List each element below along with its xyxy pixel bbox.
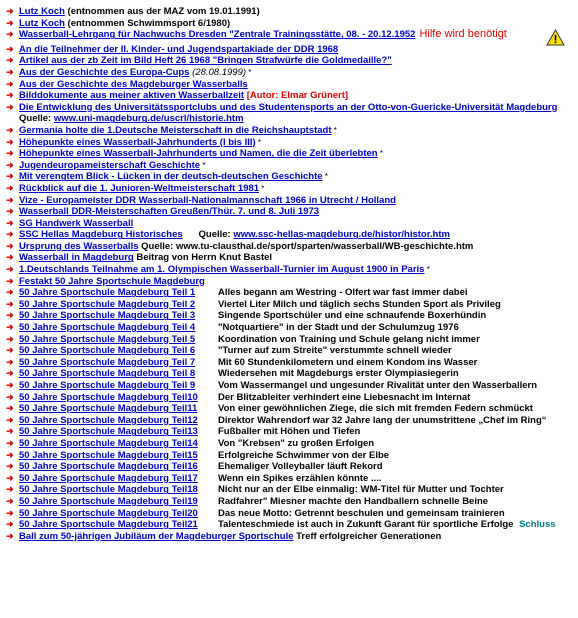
article-description: Radfahrer" Miesner machte den Handballern schnelle Beine bbox=[218, 495, 489, 507]
article-link[interactable]: SG Handwerk Wasserball bbox=[19, 217, 134, 229]
arrow-right-icon: ➜ bbox=[6, 414, 14, 425]
article-link[interactable]: Wasserball-Lehrgang für Nachwuchs Dresden "Zentrale Trainingsstätte, 08. - 20.12.1952 bbox=[19, 29, 416, 41]
arrow-right-icon: ➜ bbox=[6, 217, 14, 228]
sportschule-link[interactable]: 50 Jahre Sportschule Magdeburg Teil20 bbox=[19, 507, 198, 519]
article-link[interactable]: Höhepunkte eines Wasserball-Jahrhunderts und Namen, die die Zeit überlebten bbox=[19, 148, 378, 160]
arrow-right-icon: ➜ bbox=[6, 6, 14, 16]
article-link[interactable]: Jugendeuropameisterschaft Geschichte bbox=[19, 159, 201, 171]
sportschule-link[interactable]: 50 Jahre Sportschule Magdeburg Teil 1 bbox=[19, 287, 196, 299]
arrow-right-icon: ➜ bbox=[6, 484, 14, 495]
item-note: Beitrag von Herrn Knut Bastel bbox=[133, 252, 273, 264]
article-link[interactable]: Höhepunkte eines Wasserball-Jahrhunderts (I bis III) bbox=[19, 136, 256, 148]
arrow-right-icon: ➜ bbox=[6, 437, 14, 448]
arrow-right-icon: ➜ bbox=[6, 159, 14, 170]
arrow-right-icon: ➜ bbox=[6, 298, 14, 309]
sportschule-item bbox=[6, 380, 578, 392]
arrow-right-icon: ➜ bbox=[6, 66, 14, 77]
arrow-right-icon: ➜ bbox=[6, 206, 14, 217]
footnote-star bbox=[424, 265, 429, 274]
sportschule-item bbox=[6, 345, 578, 357]
article-description: Das neue Motto: Getrennt beschulen und gemeinsam trainieren bbox=[218, 507, 505, 519]
arrow-right-icon: ➜ bbox=[6, 472, 14, 483]
footnote-star bbox=[259, 184, 264, 193]
sportschule-item bbox=[6, 287, 578, 299]
end-note: Schluss bbox=[519, 519, 556, 531]
footnote-mark: * bbox=[261, 183, 265, 193]
list-item bbox=[6, 276, 578, 288]
arrow-right-icon: ➜ bbox=[6, 449, 14, 460]
sportschule-link[interactable]: 50 Jahre Sportschule Magdeburg Teil 7 bbox=[19, 356, 196, 368]
article-description: Viertel Liter Milch und täglich sechs Stunden Sport als Privileg bbox=[218, 298, 501, 310]
arrow-right-icon: ➜ bbox=[6, 252, 14, 263]
list-item bbox=[6, 67, 578, 79]
date-note: (28.08.1999) bbox=[189, 66, 247, 78]
sportschule-link[interactable]: 50 Jahre Sportschule Magdeburg Teil 2 bbox=[19, 298, 196, 310]
sportschule-item bbox=[6, 357, 578, 369]
sportschule-item bbox=[6, 496, 578, 508]
sportschule-item bbox=[6, 392, 578, 404]
sportschule-item bbox=[6, 484, 578, 496]
arrow-right-icon: ➜ bbox=[6, 90, 14, 101]
article-link[interactable]: Aus der Geschichte des Magdeburger Wasserballs bbox=[19, 78, 248, 90]
arrow-right-icon: ➜ bbox=[6, 403, 14, 414]
arrow-right-icon: ➜ bbox=[6, 148, 14, 159]
sportschule-item bbox=[6, 415, 578, 427]
sportschule-link[interactable]: 50 Jahre Sportschule Magdeburg Teil13 bbox=[19, 426, 198, 438]
sportschule-item bbox=[6, 438, 578, 450]
list-item bbox=[6, 148, 578, 160]
arrow-right-icon: ➜ bbox=[6, 426, 14, 437]
sportschule-link[interactable]: 50 Jahre Sportschule Magdeburg Teil17 bbox=[19, 472, 198, 484]
sportschule-link[interactable]: 50 Jahre Sportschule Magdeburg Teil11 bbox=[19, 403, 198, 415]
help-needed-label: Hilfe wird benötigt bbox=[419, 28, 507, 41]
arrow-right-icon: ➜ bbox=[6, 17, 14, 28]
sportschule-link[interactable]: 50 Jahre Sportschule Magdeburg Teil 9 bbox=[19, 380, 196, 391]
footnote-mark: * bbox=[248, 67, 252, 77]
item-note: Treff erfolgreicher Generationen bbox=[293, 530, 442, 542]
article-description: Singende Sportschüler und eine schnaufende Boxerhündin bbox=[218, 310, 487, 322]
article-description: Fußballer mit Höhen und Tiefen bbox=[218, 426, 361, 438]
item-note: Quelle: www.tu-clausthal.de/sport/sparten/wasserball/WB-geschichte.htm bbox=[138, 240, 474, 252]
sportschule-link[interactable]: 50 Jahre Sportschule Magdeburg Teil12 bbox=[19, 414, 198, 426]
list-item bbox=[6, 195, 578, 207]
sportschule-item bbox=[6, 334, 578, 346]
arrow-right-icon: ➜ bbox=[6, 356, 14, 367]
sportschule-link[interactable]: 50 Jahre Sportschule Magdeburg Teil 5 bbox=[19, 333, 196, 345]
list-item bbox=[6, 218, 578, 230]
sportschule-link[interactable]: 50 Jahre Sportschule Magdeburg Teil14 bbox=[19, 437, 198, 449]
arrow-right-icon: ➜ bbox=[6, 194, 14, 205]
sportschule-link[interactable]: 50 Jahre Sportschule Magdeburg Teil15 bbox=[19, 449, 198, 461]
sportschule-link[interactable]: 50 Jahre Sportschule Magdeburg Teil21 bbox=[19, 519, 198, 531]
footnote-star bbox=[200, 161, 205, 170]
article-link[interactable]: Vize - Europameister DDR Wasserball-Nationalmannschaft 1966 in Utrecht / Holland bbox=[19, 194, 396, 206]
list-item bbox=[6, 160, 578, 172]
sportschule-link[interactable]: 50 Jahre Sportschule Magdeburg Teil 4 bbox=[19, 322, 196, 334]
sportschule-item bbox=[6, 368, 578, 380]
article-link[interactable]: Artikel aus der zb Zeit im Bild Heft 26 1968 "Bringen Strafwürfe die Goldmedaille?" bbox=[19, 55, 392, 67]
article-link[interactable]: An die Teilnehmer der II. Kinder- und Jugendspartakiade der DDR 1968 bbox=[19, 43, 339, 55]
article-description: Direktor Wahrendorf war 32 Jahre lang der unumstrittene „Chef im Ring“ bbox=[218, 414, 547, 426]
article-link[interactable]: Lutz Koch bbox=[19, 17, 65, 29]
footnote-mark: * bbox=[333, 125, 337, 135]
article-description: Der Blitzableiter verhindert eine Liebesnacht im Internat bbox=[218, 391, 471, 403]
item-note: (entnommen Schwimmsport 6/1980) bbox=[64, 17, 231, 29]
footnote-mark: * bbox=[379, 149, 383, 159]
list-item bbox=[6, 531, 578, 543]
footnote-star bbox=[246, 68, 251, 77]
list-item bbox=[6, 264, 578, 276]
arrow-right-icon: ➜ bbox=[6, 519, 14, 530]
article-link[interactable]: Bilddokumente aus meiner aktiven Wasserballzeit bbox=[19, 90, 245, 102]
article-link[interactable]: Germania holte die 1.Deutsche Meisterschaft in die Reichshauptstadt bbox=[19, 124, 332, 136]
list-item bbox=[6, 79, 578, 91]
arrow-right-icon: ➜ bbox=[6, 29, 14, 40]
arrow-right-icon: ➜ bbox=[6, 240, 14, 251]
sportschule-link[interactable]: 50 Jahre Sportschule Magdeburg Teil 3 bbox=[19, 310, 196, 322]
article-description: "Turner auf zum Streite" verstummte schnell wieder bbox=[218, 345, 452, 357]
list-item bbox=[6, 206, 578, 218]
list-item bbox=[6, 102, 578, 114]
list-item bbox=[6, 90, 578, 102]
footnote-star bbox=[256, 138, 261, 147]
footnote-star bbox=[332, 126, 337, 135]
arrow-right-icon: ➜ bbox=[6, 264, 14, 275]
arrow-right-icon: ➜ bbox=[6, 171, 14, 182]
source-label: Quelle: bbox=[19, 113, 54, 125]
article-link[interactable]: SSC Hellas Magdeburg Historisches bbox=[19, 229, 183, 241]
article-description: Von "Krebsen" zu großen Erfolgen bbox=[218, 437, 375, 449]
arrow-right-icon: ➜ bbox=[6, 55, 14, 66]
arrow-right-icon: ➜ bbox=[6, 345, 14, 356]
footnote-mark: * bbox=[426, 265, 430, 275]
item-note: (entnommen aus der MAZ vom 19.01.1991) bbox=[64, 6, 260, 17]
footnote-mark: * bbox=[324, 172, 328, 182]
sportschule-item bbox=[6, 519, 578, 531]
arrow-right-icon: ➜ bbox=[6, 322, 14, 333]
arrow-right-icon: ➜ bbox=[6, 78, 14, 89]
sportschule-link[interactable]: 50 Jahre Sportschule Magdeburg Teil19 bbox=[19, 495, 198, 507]
article-description: Vom Wassermangel und ungesunder Rivalität unter den Wasserballern bbox=[218, 380, 538, 391]
article-link[interactable]: Ursprung des Wasserballs bbox=[19, 240, 139, 252]
source-link[interactable]: www.ssc-hellas-magdeburg.de/histor/histor.htm bbox=[233, 229, 450, 241]
arrow-right-icon: ➜ bbox=[6, 136, 14, 147]
arrow-right-icon: ➜ bbox=[6, 530, 14, 541]
article-link[interactable]: Lutz Koch bbox=[19, 6, 65, 17]
sportschule-item bbox=[6, 426, 578, 438]
arrow-right-icon: ➜ bbox=[6, 461, 14, 472]
list-item bbox=[6, 252, 578, 264]
item-note: Quelle: bbox=[182, 229, 234, 241]
article-description: Koordination von Training und Schule gelang nicht immer bbox=[218, 333, 480, 345]
arrow-right-icon: ➜ bbox=[6, 333, 14, 344]
article-description: Wiedersehen mit Magdeburgs erster Olympiasiegerin bbox=[218, 368, 459, 380]
article-description: Wenn ein Spikes erzählen könnte .... bbox=[218, 472, 382, 484]
arrow-right-icon: ➜ bbox=[6, 229, 14, 240]
sportschule-link[interactable]: 50 Jahre Sportschule Magdeburg Teil10 bbox=[19, 391, 198, 403]
list-item bbox=[6, 229, 578, 241]
arrow-right-icon: ➜ bbox=[6, 391, 14, 402]
source-row bbox=[6, 113, 578, 125]
article-link[interactable]: Ball zum 50-jährigen Jubiläum der Magdeburger Sportschule bbox=[19, 530, 294, 542]
sportschule-link[interactable]: 50 Jahre Sportschule Magdeburg Teil18 bbox=[19, 484, 198, 496]
sportschule-link[interactable]: 50 Jahre Sportschule Magdeburg Teil 8 bbox=[19, 368, 196, 380]
arrow-right-icon: ➜ bbox=[6, 124, 14, 135]
article-link[interactable]: Aus der Geschichte des Europa-Cups bbox=[19, 66, 190, 78]
list-item bbox=[6, 29, 578, 41]
list-item bbox=[6, 137, 578, 149]
sportschule-link[interactable]: 50 Jahre Sportschule Magdeburg Teil 6 bbox=[19, 345, 196, 357]
arrow-right-icon: ➜ bbox=[6, 287, 14, 298]
arrow-right-icon: ➜ bbox=[6, 275, 14, 286]
article-description: "Notquartiere" in der Stadt und der Schulumzug 1976 bbox=[218, 322, 459, 334]
article-description: Ehemaliger Volleyballer läuft Rekord bbox=[218, 461, 383, 473]
article-link[interactable]: Mit verengtem Blick - Lücken in der deutsch-deutschen Geschichte bbox=[19, 171, 323, 183]
arrow-right-icon: ➜ bbox=[6, 380, 14, 390]
arrow-right-icon: ➜ bbox=[6, 507, 14, 518]
sportschule-item bbox=[6, 450, 578, 462]
article-link[interactable]: Wasserball in Magdeburg bbox=[19, 252, 134, 264]
footnote-star bbox=[378, 149, 383, 158]
footnote-mark: * bbox=[202, 160, 206, 170]
article-link[interactable]: Rückblick auf die 1. Junioren-Weltmeisterschaft 1981 bbox=[19, 182, 260, 194]
sportschule-item bbox=[6, 299, 578, 311]
arrow-right-icon: ➜ bbox=[6, 495, 14, 506]
sportschule-item bbox=[6, 322, 578, 334]
list-item bbox=[6, 55, 578, 67]
sportschule-item bbox=[6, 403, 578, 415]
arrow-right-icon: ➜ bbox=[6, 101, 14, 112]
article-link[interactable]: Die Entwicklung des Universitätssportclubs und des Studentensports an der Otto-von-Guericke-Universität Magdeburg bbox=[19, 101, 558, 113]
article-description: Talenteschmiede ist auch in Zukunft Garant für sportliche Erfolge Schluss bbox=[218, 519, 556, 531]
article-link[interactable]: Festakt 50 Jahre Sportschule Magdeburg bbox=[19, 275, 205, 287]
arrow-right-icon: ➜ bbox=[6, 368, 14, 379]
article-description: Erfolgreiche Schwimmer von der Elbe bbox=[218, 449, 390, 461]
article-description: Von einer gewöhnlichen Ziege, die sich mit fremden Federn schmückt bbox=[218, 403, 533, 415]
article-description: Nicht nur an der Elbe einmalig: WM-Titel für Mutter und Tochter bbox=[218, 484, 504, 496]
list-item bbox=[6, 44, 578, 56]
list-item bbox=[6, 183, 578, 195]
list-item bbox=[6, 171, 578, 183]
article-link[interactable]: Wasserball DDR-Meisterschaften Greußen/Thür. 7. und 8. Juli 1973 bbox=[19, 206, 320, 218]
article-description: Alles begann am Westring - Olfert war fast immer dabei bbox=[218, 287, 468, 299]
footnote-mark: * bbox=[257, 137, 262, 147]
source-link[interactable]: www.uni-magdeburg.de/uscrl/historie.htm bbox=[53, 113, 244, 125]
list-item bbox=[6, 241, 578, 253]
sportschule-item bbox=[6, 310, 578, 322]
footnote-star bbox=[323, 172, 328, 181]
sportschule-item bbox=[6, 461, 578, 473]
list-item bbox=[6, 6, 578, 18]
sportschule-item bbox=[6, 473, 578, 485]
arrow-right-icon: ➜ bbox=[6, 43, 14, 54]
sportschule-link[interactable]: 50 Jahre Sportschule Magdeburg Teil16 bbox=[19, 461, 198, 473]
list-item bbox=[6, 125, 578, 137]
article-description: Mit 60 Stundenkilometern und einem Kondom ins Wasser bbox=[218, 356, 478, 368]
sportschule-item bbox=[6, 508, 578, 520]
author-note: [Autor: Elmar Grünert] bbox=[244, 90, 349, 102]
arrow-right-icon: ➜ bbox=[6, 310, 14, 321]
article-link[interactable]: 1.Deutschlands Teilnahme am 1. Olympischen Wasserball-Turnier im August 1900 in Paris bbox=[19, 264, 425, 276]
arrow-right-icon: ➜ bbox=[6, 182, 14, 193]
